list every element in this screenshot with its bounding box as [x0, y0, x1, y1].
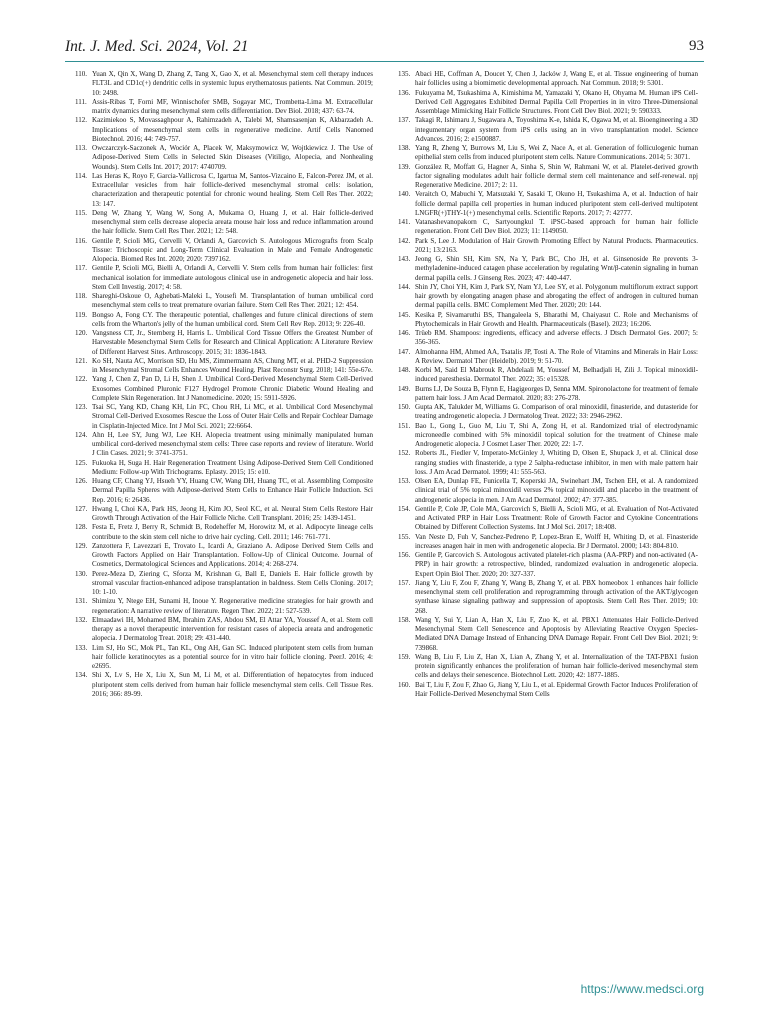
reference-number: 152. — [398, 449, 411, 458]
reference-text: Fukuoka H, Suga H. Hair Regeneration Treatment Using Adipose-Derived Stem Cell Conditioned Medium: Follow-up With Trichograms. Eplasty. 2015; 15: e10. — [92, 458, 373, 476]
reference-number: 128. — [75, 523, 88, 532]
reference-item — [398, 366, 698, 385]
reference-item — [75, 431, 373, 459]
reference-number: 156. — [398, 551, 411, 559]
reference-number: 113. — [75, 144, 88, 152]
reference-text: Vatanashevanopakorn C, Sartyoungkul T. iPSC-based approach for human hair follicle regeneration. Front Cell Dev Biol. 2023; 11: 1149050. — [415, 218, 698, 236]
reference-item — [398, 348, 698, 367]
reference-item — [75, 403, 373, 431]
reference-item — [398, 422, 698, 450]
references-right-column — [398, 70, 698, 699]
reference-text: Las Heras K, Royo F, Garcia-Vallicrosa C, Igartua M, Santos-Vizcaino E, Falcon-Perez JM, et al. Extracellular vesicles from hair follicle-derived mesenchymal stromal cells: isolation, characterization and therapeutic potential for chronic wound healing. Stem Cell Res Ther. 2022; 13: 147. — [92, 171, 373, 208]
reference-item — [75, 264, 373, 292]
reference-number: 114. — [75, 171, 88, 180]
reference-number: 139. — [398, 162, 411, 171]
reference-text: Takagi R, Ishimaru J, Sugawara A, Toyoshima K-e, Ishida K, Ogawa M, et al. Bioengineering a 3D integumentary organ system from iPS cells using an in vivo transplantation model. Science Advances. 2016; 2: e1500887. — [415, 116, 698, 143]
reference-item — [75, 329, 373, 357]
reference-item — [75, 237, 373, 265]
reference-text: Roberts JL, Fiedler V, Imperato-McGinley J, Whiting D, Olsen E, Shupack J, et al. Clinical dose ranging studies with finasteride, a type 2 5alpha-reductase inhibitor, in men with male pattern hair loss. J Am Acad Dermatol. 1999; 41: 555-563. — [415, 449, 698, 476]
reference-item — [75, 116, 373, 144]
reference-item — [75, 311, 373, 330]
reference-number: 141. — [398, 218, 411, 226]
reference-item — [398, 218, 698, 237]
reference-item — [75, 70, 373, 98]
reference-text: Gentile P, Garcovich S. Autologous activated platelet-rich plasma (AA-PRP) and non-activated (A-PRP) in hair growth: a retrospective, blinded, randomized evaluation in androgenetic alopecia. Expert Opin Biol Ther. 2020; 20: 327-337. — [415, 551, 698, 578]
reference-item — [398, 255, 698, 283]
reference-text: Bongso A, Fong CY. The therapeutic potential, challenges and future clinical directions of stem cells from the Wharton's jelly of the human umbilical cord. Stem Cell Rev Rep. 2013; 9: 226-40. — [92, 310, 373, 328]
reference-item — [398, 329, 698, 348]
reference-text: Deng W, Zhang Y, Wang W, Song A, Mukama O, Huang J, et al. Hair follicle-derived mesenchymal stem cells decrease alopecia areata mouse hair loss and reduce inflammation around the hair follicle. Stem Cell Res Ther. 2021; 12: 548. — [92, 208, 373, 236]
reference-number: 140. — [398, 190, 411, 199]
reference-item — [75, 172, 373, 209]
reference-text: Trüeb RM. Shampoos: ingredients, efficacy and adverse effects. J Dtsch Dermatol Ges. 2007; 5: 356-365. — [415, 329, 698, 347]
reference-text: Jiang Y, Liu F, Zou F, Zhang Y, Wang B, Zhang Y, et al. PBX homeobox 1 enhances hair follicle mesenchymal stem cell proliferation and reprogramming through activation of the AKT/glycogen synthase kinase signaling pathway and suppression of apoptosis. Stem Cell Res Ther. 2019; 10: 268. — [415, 578, 698, 615]
reference-text: Wang Y, Sui Y, Lian A, Han X, Liu F, Zuo K, et al. PBX1 Attenuates Hair Follicle-Derived Mesenchymal Stem Cell Senescence and Apoptosis by Alleviating Reactive Oxygen Species-Mediated DNA Damage Instead of Enhancing DNA Damage Repair. Front Cell Dev Biol. 2021; 9: 739868. — [415, 615, 698, 652]
reference-text: Yang J, Chen Z, Pan D, Li H, Shen J. Umbilical Cord-Derived Mesenchymal Stem Cell-Derived Exosomes Combined Pluronic F127 Hydrogel Promote Chronic Diabetic Wound Healing and Complete Skin Regeneration. Int J Nanomedicine. 2020; 15: 5911-5926. — [92, 375, 373, 402]
reference-number: 123. — [75, 403, 88, 411]
reference-text: Shi X, Lv S, He X, Liu X, Sun M, Li M, et al. Differentiation of hepatocytes from induced pluripotent stem cells derived from human hair follicle mesenchymal stem cells. Cell Tissue Res. 2016; 366: 89-99. — [92, 671, 373, 698]
reference-text: Shareghi-Oskoue O, Aghebati-Maleki L, Yousefi M. Transplantation of human umbilical cord mesenchymal stem cells to treat premature ovarian failure. Stem Cell Res Ther. 2021; 12: 454. — [92, 292, 373, 310]
reference-number: 136. — [398, 88, 411, 97]
reference-number: 134. — [75, 671, 88, 680]
reference-text: Veraitch O, Mabuchi Y, Matsuzaki Y, Sasaki T, Okuno H, Tsukashima A, et al. Induction of hair follicle dermal papilla cell properties in human induced pluripotent stem cell-derived multipotent LNGFR(+)THY-1(+) mesenchymal cells. Scientific Reports. 2017; 7: 42777. — [415, 190, 698, 217]
reference-text: Kesika P, Sivamaruthi BS, Thangaleela S, Bharathi M, Chaiyasut C. Role and Mechanisms of Phytochemicals in Hair Growth and Health. Pharmaceuticals (Basel). 2023; 16:206. — [415, 310, 698, 328]
reference-number: 110. — [75, 70, 88, 78]
reference-item — [75, 375, 373, 403]
reference-item — [75, 477, 373, 505]
reference-text: Huang CF, Chang YJ, Hsueh YY, Huang CW, Wang DH, Huang TC, et al. Assembling Composite Dermal Papilla Spheres with Adipose-derived Stem Cells to Enhance Hair Follicle Induction. Sci Rep. 2016; 6: 26436. — [92, 477, 373, 504]
reference-text: Yang R, Zheng Y, Burrows M, Liu S, Wei Z, Nace A, et al. Generation of folliculogenic human epithelial stem cells from induced pluripotent stem cells. Nature Communications. 2014; 5: 3071. — [415, 144, 698, 162]
reference-item — [75, 597, 373, 616]
reference-text: Owczarczyk-Saczonek A, Wociór A, Placek W, Maksymowicz W, Wojtkiewicz J. The Use of Adipose-Derived Stem Cells in Selected Skin Diseases (Vitiligo, Alopecia, and Nonhealing Wounds). Stem Cells Int. 2017; 2017: 4740709. — [92, 144, 373, 171]
reference-item — [75, 671, 373, 699]
reference-text: Ko SH, Nauta AC, Morrison SD, Hu MS, Zimmermann AS, Chung MT, et al. PHD-2 Suppression in Mesenchymal Stromal Cells Enhances Wound Healing. Plast Reconstr Surg. 2018; 141: 55e-67e. — [92, 356, 373, 374]
reference-number: 129. — [75, 541, 88, 550]
reference-number: 155. — [398, 532, 411, 541]
reference-text: Vangsness CT, Jr., Sternberg H, Harris L. Umbilical Cord Tissue Offers the Greatest Number of Harvestable Mesenchymal Stem Cells for Research and Clinical Application: A Literature Review of Different Harvest Sites. Arthroscopy. 2015; 31: 1836-1843. — [92, 329, 373, 356]
reference-text: González R, Moffatt G, Hagner A, Sinha S, Shin W, Rahmani W, et al. Platelet-derived growth factor signaling modulates adult hair follicle dermal stem cell maintenance and self-renewal. npj Regenerative Medicine. 2017; 2: 11. — [415, 162, 698, 189]
reference-item — [75, 357, 373, 376]
reference-number: 144. — [398, 282, 411, 291]
reference-text: Olsen EA, Dunlap FE, Funicella T, Koperski JA, Swinehart JM, Tschen EH, et al. A randomized clinical trial of 5% topical minoxidil versus 2% topical minoxidil and placebo in the treatment of androgenetic alopecia in men. J Am Acad Dermatol. 2002; 47: 377-385. — [415, 477, 698, 504]
reference-text: Elmaadawi IH, Mohamed BM, Ibrahim ZAS, Abdou SM, El Attar YA, Youssef A, et al. Stem cell therapy as a novel therapeutic intervention for resistant cases of alopecia areata and androgenetic alopecia. J Dermatolog Treat. 2018; 29: 431-440. — [92, 615, 373, 643]
reference-number: 121. — [75, 356, 88, 365]
reference-number: 124. — [75, 430, 88, 439]
reference-number: 145. — [398, 310, 411, 319]
reference-item — [398, 681, 698, 700]
reference-number: 143. — [398, 255, 411, 263]
reference-text: Korbi M, Said El Mabrouk R, Abdelaali M, Youssef M, Belhadjali H, Zili J. Topical minoxidil-induced paresthesia. Dermatol Ther. 2022; 35: e15328. — [415, 366, 698, 384]
reference-item — [75, 98, 373, 117]
reference-number: 157. — [398, 578, 411, 587]
reference-item — [398, 403, 698, 422]
reference-item — [398, 579, 698, 616]
reference-item — [75, 459, 373, 478]
reference-item — [398, 477, 698, 505]
reference-number: 137. — [398, 116, 411, 125]
reference-number: 149. — [398, 384, 411, 393]
reference-number: 116. — [75, 236, 88, 245]
reference-item — [75, 523, 373, 542]
reference-text: Shin JY, Choi YH, Kim J, Park SY, Nam YJ, Lee SY, et al. Polygonum multiflorum extract support hair growth by elongating anagen phase and abrogating the effect of androgen in cultured human dermal papilla cells. BMC Complement Med Ther. 2020; 20: 144. — [415, 282, 698, 310]
reference-item — [398, 144, 698, 163]
page-header — [65, 38, 704, 62]
reference-text: Zanzottera F, Lavezzari E, Trovato L, Icardi A, Graziano A. Adipose Derived Stem Cells and Growth Factors Applied on Hair Transplantation. Follow-Up of Clinical Outcome. Journal of Cosmetics, Dermatological Sciences and Applications. 2014; 4: 268-274. — [92, 541, 373, 569]
reference-text: Burns LJ, De Souza B, Flynn E, Hagigeorges D, Senna MM. Spironolactone for treatment of female pattern hair loss. J Am Acad Dermatol. 2020; 83: 276-278. — [415, 384, 698, 402]
reference-text: Abaci HE, Coffman A, Doucet Y, Chen J, Jacków J, Wang E, et al. Tissue engineering of human hair follicles using a biomimetic developmental approach. Nat Commun. 2018; 9: 5301. — [415, 70, 698, 88]
reference-text: Van Neste D, Fuh V, Sanchez-Pedreno P, Lopez-Bran E, Wolff H, Whiting D, et al. Finasteride increases anagen hair in men with androgenetic alopecia. Br J Dermatol. 2000; 143: 804-810. — [415, 532, 698, 550]
reference-number: 151. — [398, 421, 411, 430]
reference-item — [75, 209, 373, 237]
reference-item — [75, 644, 373, 672]
reference-text: Shimizu Y, Ntege EH, Sunami H, Inoue Y. Regenerative medicine strategies for hair growth and regeneration: A narrative review of literature. Regen Ther. 2022; 21: 527-539. — [92, 597, 373, 615]
reference-text: Jeong G, Shin SH, Kim SN, Na Y, Park BC, Cho JH, et al. Ginsenoside Re prevents 3-methyladenine-induced catagen phase acceleration by regulating Wnt/β-catenin signaling in human dermal papilla cells. J Ginseng Res. 2023; 47: 440-447. — [415, 255, 698, 282]
references-left-column — [75, 70, 373, 699]
reference-number: 111. — [75, 97, 87, 106]
journal-url-link[interactable]: https://www.medsci.org — [580, 982, 704, 996]
reference-text: Perez-Meza D, Ziering C, Sforza M, Krishnan G, Ball E, Daniels E. Hair follicle growth by stromal vascular fraction-enhanced adipose transplantation in baldness. Stem Cells Cloning. 2017; 10: 1-10. — [92, 569, 373, 596]
page-number: 93 — [689, 38, 704, 54]
reference-number: 132. — [75, 615, 88, 624]
reference-number: 130. — [75, 569, 88, 578]
reference-item — [398, 505, 698, 533]
reference-text: Gentile P, Scioli MG, Cervelli V, Orlandi A, Garcovich S. Autologous Micrografts from Scalp Tissue: Trichoscopic and Long-Term Clinical Evaluation in Male and Female Androgenetic Alopecia. Biomed Res Int. 2020; 2020: 7397162. — [92, 236, 373, 263]
reference-text: Bai T, Liu F, Zou F, Zhao G, Jiang Y, Liu L, et al. Epidermal Growth Factor Induces Proliferation of Hair Follicle-Derived Mesenchymal Stem Cells — [415, 680, 698, 698]
reference-text: Bao L, Gong L, Guo M, Liu T, Shi A, Zong H, et al. Randomized trial of electrodynamic microneedle combined with 5% minoxidil topical solution for the treatment of Chinese male Androgenetic alopecia. J Cosmet Laser Ther. 2020; 22: 1-7. — [415, 421, 698, 448]
reference-text: Ahn H, Lee SY, Jung WJ, Lee KH. Alopecia treatment using minimally manipulated human umbilical cord-derived mesenchymal stem cells: Three case reports and review of literature. World J Clin Cases. 2021; 9: 3741-3751. — [92, 430, 373, 458]
reference-number: 127. — [75, 504, 88, 513]
reference-item — [398, 116, 698, 144]
reference-item — [75, 616, 373, 644]
reference-item — [398, 163, 698, 191]
reference-number: 138. — [398, 144, 411, 152]
reference-number: 118. — [75, 292, 88, 300]
reference-number: 148. — [398, 366, 411, 374]
reference-text: Almohanna HM, Ahmed AA, Tsatalis JP, Tosti A. The Role of Vitamins and Minerals in Hair Loss: A Review. Dermatol Ther (Heidelb). 2019; 9: 51-70. — [415, 347, 698, 365]
reference-number: 154. — [398, 504, 411, 513]
reference-item — [75, 505, 373, 524]
reference-item — [398, 653, 698, 681]
reference-text: Park S, Lee J. Modulation of Hair Growth Promoting Effect by Natural Products. Pharmaceutics. 2021; 13:2163. — [415, 236, 698, 254]
reference-item — [398, 551, 698, 579]
journal-title: Int. J. Med. Sci. 2024, Vol. 21 — [65, 38, 249, 55]
reference-item — [75, 144, 373, 172]
reference-number: 158. — [398, 615, 411, 624]
reference-item — [398, 311, 698, 330]
reference-number: 119. — [75, 310, 88, 319]
reference-item — [75, 570, 373, 598]
reference-item — [398, 190, 698, 218]
reference-number: 126. — [75, 477, 88, 485]
reference-number: 142. — [398, 236, 411, 245]
reference-number: 120. — [75, 329, 88, 337]
reference-number: 131. — [75, 597, 88, 606]
reference-text: Tsai SC, Yang KD, Chang KH, Lin FC, Chou RH, Li MC, et al. Umbilical Cord Mesenchymal Stromal Cell-Derived Exosomes Rescue the Loss of Outer Hair Cells and Repair Cochlear Damage in Cisplatin-Injected Mice. Int J Mol Sci. 2021; 22:6664. — [92, 403, 373, 430]
reference-text: Fukuyama M, Tsukashima A, Kimishima M, Yamazaki Y, Okano H, Ohyama M. Human iPS Cell-Derived Cell Aggregates Exhibited Dermal Papilla Cell Properties in in vitro Three-Dimensional Assemblage Mimicking Hair Follicle Structures. Front Cell Dev Biol. 2021; 9: 590333. — [415, 88, 698, 115]
reference-item — [398, 283, 698, 311]
reference-item — [398, 449, 698, 477]
reference-number: 125. — [75, 458, 88, 467]
reference-text: Kazimiekoo S, Movassaghpour A, Rahimzadeh A, Talebi M, Shamsasenjan K, Akbarzadeh A. Implications of mesenchymal stem cells in regenerative medicine. Artif Cells Nanomed Biotechnol. 2016; 44: 749-757. — [92, 116, 373, 143]
reference-text: Lim SJ, Ho SC, Mok PL, Tan KL, Ong AH, Gan SC. Induced pluripotent stem cells from human hair follicle keratinocytes as a potential source for in vitro hair follicle cloning. PeerJ. 2016; 4: e2695. — [92, 643, 373, 670]
reference-number: 159. — [398, 652, 411, 661]
reference-number: 146. — [398, 329, 411, 337]
reference-item — [398, 385, 698, 404]
reference-text: Gentile P, Scioli MG, Bielli A, Orlandi A, Cervelli V. Stem cells from human hair follicles: first mechanical isolation for immediate autologous clinical use in androgenetic alopecia and hair loss. Stem Cell Investig. 2017; 4: 58. — [92, 264, 373, 291]
reference-text: Wang B, Liu F, Liu Z, Han X, Lian A, Zhang Y, et al. Internalization of the TAT-PBX1 fusion protein significantly enhances the proliferation of human hair follicle-derived mesenchymal stem cells and delays their senescence. Biotechnol Lett. 2020; 42: 1877-1885. — [415, 652, 698, 680]
reference-item — [398, 616, 698, 653]
reference-text: Gupta AK, Talukder M, Williams G. Comparison of oral minoxidil, finasteride, and dutasteride for treating androgenetic alopecia. J Dermatolog Treat. 2022; 33: 2946-2962. — [415, 403, 698, 421]
reference-number: 133. — [75, 643, 88, 652]
reference-number: 153. — [398, 477, 411, 485]
reference-number: 112. — [75, 116, 88, 125]
reference-text: Hwang I, Choi KA, Park HS, Jeong H, Kim JO, Seol KC, et al. Neural Stem Cells Restore Hair Growth Through Activation of the Hair Follicle Niche. Cell Transplant. 2016; 25: 1439-1451. — [92, 504, 373, 522]
reference-item — [75, 542, 373, 570]
reference-number: 150. — [398, 403, 411, 411]
reference-number: 115. — [75, 208, 88, 217]
reference-number: 135. — [398, 70, 411, 78]
reference-item — [398, 70, 698, 89]
reference-number: 122. — [75, 375, 88, 384]
reference-text: Assis-Ribas T, Forni MF, Winnischofer SMB, Sogayar MC, Trombetta-Lima M. Extracellular matrix dynamics during mesenchymal stem cells differentiation. Dev Biol. 2018; 437: 63-74. — [92, 97, 373, 115]
reference-text: Yuan X, Qin X, Wang D, Zhang Z, Tang X, Gao X, et al. Mesenchymal stem cell therapy induces FLT3L and CD1c(+) dendritic cells in systemic lupus erythematosus patients. Nat Commun. 2019; 10: 2498. — [92, 70, 373, 97]
reference-number: 160. — [398, 680, 411, 689]
reference-text: Gentile P, Cole JP, Cole MA, Garcovich S, Bielli A, Scioli MG, et al. Evaluation of Not-Activated and Activated PRP in Hair Loss Treatment: Role of Growth Factor and Cytokine Concentrations Obtained by Different Collection Systems. Int J Mol Sci. 2017; 18:408. — [415, 504, 698, 532]
reference-item — [75, 292, 373, 311]
reference-number: 117. — [75, 264, 88, 273]
reference-item — [398, 533, 698, 552]
reference-item — [398, 89, 698, 117]
reference-text: Festa E, Fretz J, Berry R, Schmidt B, Rodeheffer M, Horowitz M, et al. Adipocyte lineage cells contribute to the skin stem cell niche to drive hair cycling. Cell. 2011; 146: 761-771. — [92, 523, 373, 541]
reference-item — [398, 237, 698, 256]
reference-number: 147. — [398, 347, 411, 356]
